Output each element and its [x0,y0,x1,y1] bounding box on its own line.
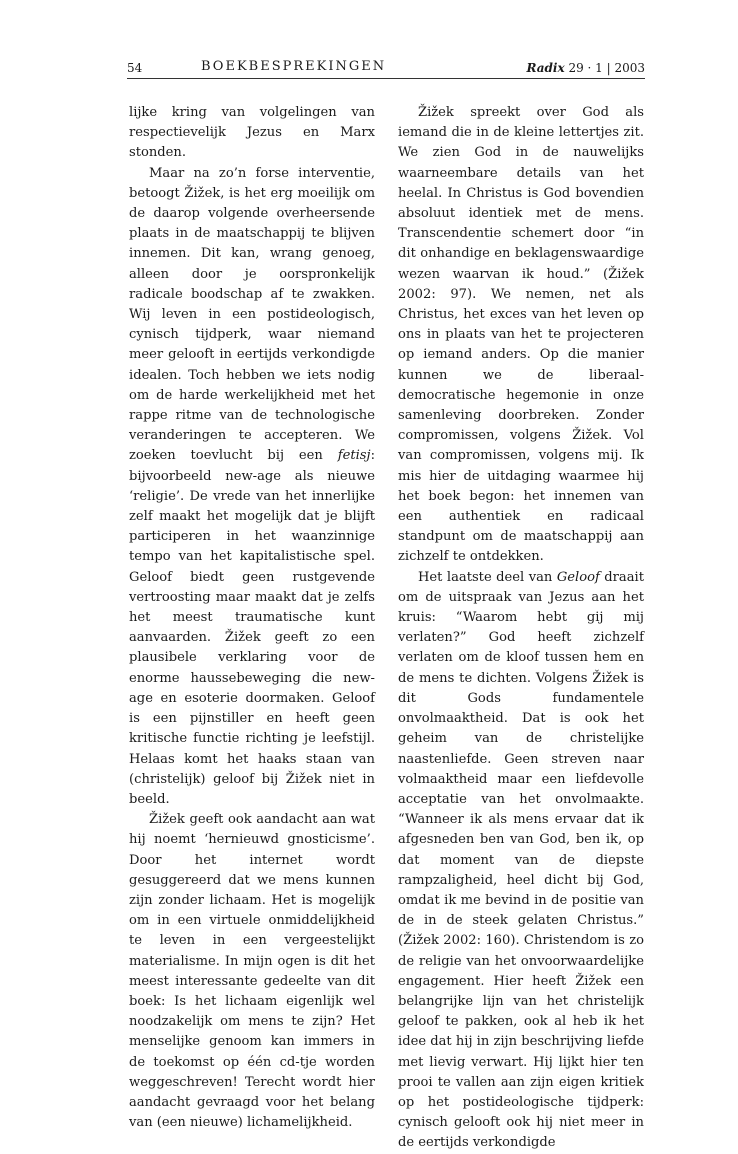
text-run: Maar na zo’n forse interventie, betoogt Žižek, is het erg moeilijk om de daarop volgende overheersende plaats in de maatschappij te blijven innemen. Dit kan, wrang genoeg, alleen door je oorspronkelijk radicale boodschap af te zwakken. Wij leven in een postideologisch, cynisch tijdperk, waar niemand meer gelooft in eertijds verkondigde idealen. Toch hebben we iets nodig om de harde werkelijkheid met het rappe ritme van de technologische veranderingen te accepteren. We zoeken toevlucht bij een [129,165,375,464]
page-number: 54 [127,61,143,75]
header-rule [127,78,645,79]
paragraph: Žižek spreekt over God als iemand die in de kleine lettertjes zit. We zien God in de nauwelijks waarneembare details van het heelal. In Christus is God bovendien absoluut identiek met de mens. Transcendentie schemert door “in dit onhandige en beklagenswaardige wezen waarvan ik houd.” (Žižek 2002: 97). We nemen, net als Christus, het exces van het leven op ons in plaats van het te projecteren op iemand anders. Op die manier kunnen we de liberaal-democratische hegemonie in onze samenleving doorbreken. Zonder compromissen, volgens Žižek. Vol van compromissen, volgens mij. Ik mis hier de uitdaging waarmee hij het boek begon: het innemen van een authentiek en radicaal standpunt om de maatschappij aan zichzelf te ontdekken. [398,105,644,565]
text-run: : bijvoorbeeld new-age als nieuwe ‘religie’. De vrede van het innerlijke zelf maakt het mogelijk dat je blijft participeren in het waanzinnige tempo van het kapitalistische spel. Geloof biedt geen rustgevende vertroosting maar maakt dat je zelfs het meest traumatische kunt aanvaarden. Žižek geeft zo een plausibele verklaring voor de enorme haussebeweging die new-age en esoterie doormaken. Geloof is een pijnstiller en heeft geen kritische functie richting je leefstijl. Helaas komt het haaks staan van (christelijk) geloof bij Žižek niet in beeld. [129,448,375,807]
paragraph [398,568,644,1154]
paragraph [129,164,375,811]
left-column [129,103,375,1133]
paragraph: Žižek geeft ook aandacht aan wat hij noemt ‘hernieuwd gnosticisme’. Door het internet wordt gesuggereerd dat we mens kunnen zijn zonder lichaam. Het is mogelijk om in een virtuele onmiddelijkheid te leven in een vergeestelijkt materialisme. In mijn ogen is dit het meest interessante gedeelte van dit boek: Is het lichaam eigenlijk wel noodzakelijk om mens te zijn? Het menselijke genoom kan immers in de toekomst op één cd-tje worden weggeschreven! Terecht wordt hier aandacht gevraagd voor het belang van (een nieuwe) lichamelijkheid. [129,812,375,1131]
journal-issue: 29 · 1 | 2003 [568,61,645,75]
italic-book-title: Geloof [556,569,600,585]
paragraph: lijke kring van volgelingen van respectievelijk Jezus en Marx stonden. [129,105,375,161]
text-run: draait om de uitspraak van Jezus aan het kruis: “Waarom hebt gij mij verlaten?” God heeft zichzelf verlaten om de kloof tussen hem en de mens te dichten. Volgens Žižek is dit Gods fundamentele onvolmaaktheid. Dat is ook het geheim van de christelijke naastenliefde. Geen streven naar volmaaktheid maar een liefdevolle acceptatie van het onvolmaakte. “Wanneer ik als mens ervaar dat ik afgesneden ben van God, ben ik, op dat moment van de diepste rampzaligheid, heel dicht bij God, omdat ik me bevind in de positie van de in de steek gelaten Christus.” (Žižek 2002: 160). Christendom is zo de religie van het onvoorwaardelijke engagement. Hier heeft Žižek een belangrijke lijn van het christelijk geloof te pakken, ook al heb ik het idee dat hij in zijn beschrijving liefde met lievig verwart. Hij lijkt hier ten prooi te vallen aan zijn eigen kritiek op het postideologische tijdperk: cynisch gelooft ook hij niet meer in de eertijds verkondigde [398,569,644,1151]
journal-reference [526,61,645,75]
italic-term-fetisj: fetisj [337,448,371,464]
section-title: BOEKBESPREKINGEN [201,59,387,74]
right-column [398,103,644,1154]
text-run: Het laatste deel van [418,569,557,585]
journal-name: Radix [526,61,565,75]
